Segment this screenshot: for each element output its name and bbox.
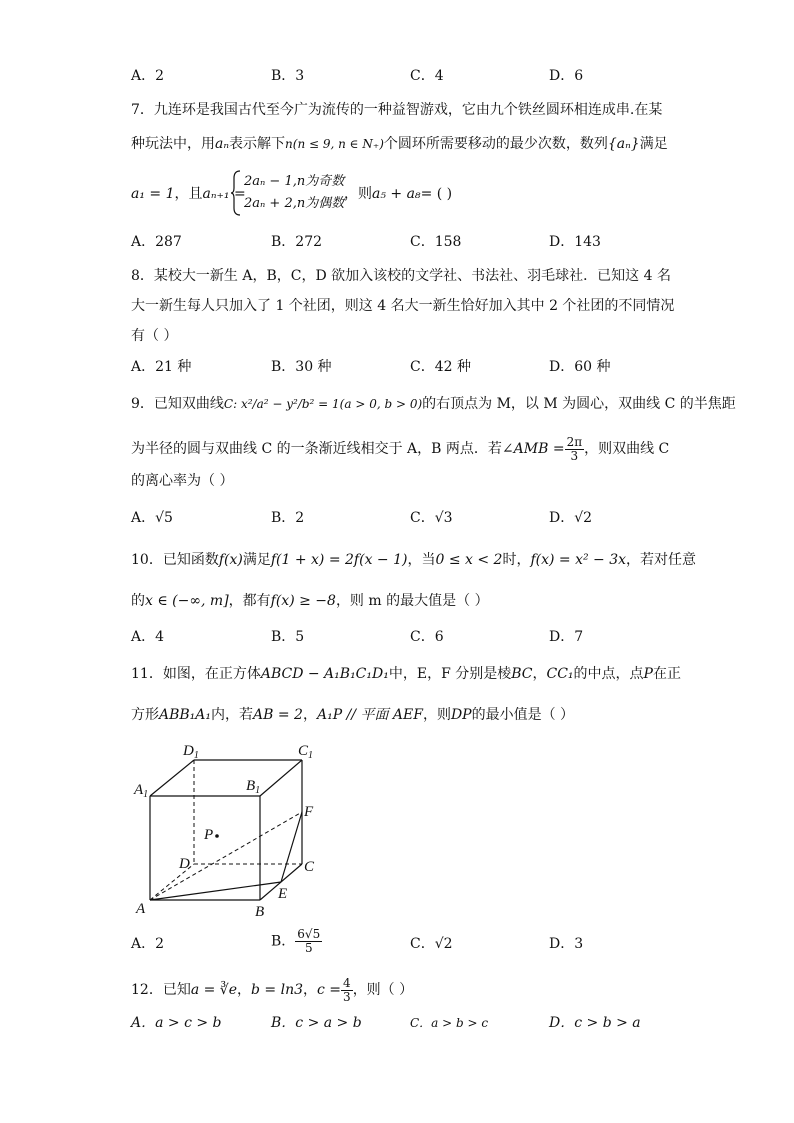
segment-ae (150, 882, 281, 900)
label-d1: $D_1$ (183, 743, 199, 761)
q11-cube-name: ABCD − A₁B₁C₁D₁ (260, 666, 389, 682)
q9-option-c: C．√3 (410, 510, 453, 526)
q7-an: aₙ (215, 136, 230, 152)
q11-options (131, 927, 691, 960)
q7-text: 表示解下 (229, 136, 286, 152)
edge-a1d1 (150, 760, 194, 796)
q7-ask: a₅ + a₈ (372, 186, 421, 202)
q11-text: 在正 (652, 666, 681, 682)
q9-angle: ∠AMB = (501, 441, 565, 457)
q11-text: ， (532, 666, 547, 682)
label-b: B (255, 904, 265, 920)
q8-line-1: 8．某校大一新生 A，B，C，D 欲加入该校的文学社、书法社、羽毛球社．已知这 4 名 (131, 268, 671, 284)
q9-line-1 (131, 394, 736, 414)
q12-line-1 (131, 976, 413, 1004)
q12-option-d: D．c > b > a (549, 1015, 641, 1031)
q6-option-b: B．3 (271, 68, 305, 84)
q9-text: ，则双曲线 C (584, 441, 670, 457)
q7-line-1: 7．九连环是我国古代至今广为流传的一种益智游戏，它由九个铁丝圆环相连成串.在某 (131, 102, 663, 118)
q11-text: 11．如图，在正方体 (131, 666, 261, 682)
q9-text: 为半径的圆与双曲线 C 的一条渐近线相交于 A，B 两点．若 (131, 441, 502, 457)
label-p: P (204, 827, 214, 843)
q7-recur: aₙ₊₁ = (202, 186, 246, 202)
q8-options (131, 357, 691, 377)
q9-text: 9．已知双曲线 (131, 396, 224, 412)
q10-text: ，则 m 的最大值是（ ） (335, 593, 489, 609)
q9-option-a: A．√5 (131, 510, 173, 526)
q9-text: 的右顶点为 M，以 M 为圆心，双曲线 C 的半焦距 (422, 396, 736, 412)
q7-option-b: B．272 (271, 234, 323, 250)
q12-c: c = (317, 982, 342, 998)
q7-a1: a₁ = 1 (131, 186, 175, 202)
q12-text: ， (237, 982, 252, 998)
q6-option-d: D．6 (549, 68, 584, 84)
q7-option-d: D．143 (549, 234, 601, 250)
q11-cc1: CC₁ (546, 666, 574, 682)
q10-f: f(x) (218, 552, 243, 568)
q7-text: 个圆环所需要移动的最少次数，数列 (383, 136, 608, 152)
q8-line-3: 有（ ） (131, 328, 178, 344)
q10-text: 时， (502, 552, 531, 568)
q10-line-1 (131, 550, 696, 570)
cube-figure (128, 738, 328, 923)
q12-option-a: A．a > c > b (131, 1015, 222, 1031)
q10-ineq: f(x) ≥ −8 (270, 593, 336, 609)
q12-options (131, 1013, 691, 1033)
q11-line-1 (131, 664, 681, 684)
q12-a: a = ∛e (190, 982, 238, 998)
q11-text: 内，若 (211, 707, 254, 723)
q9-frac-den: 3 (570, 448, 579, 463)
q6-option-a: A．2 (131, 68, 165, 84)
q12-text: ， (303, 982, 318, 998)
q8-option-a: A．21 种 (131, 359, 192, 375)
q9-option-d: D．√2 (549, 510, 593, 526)
q12-option-b: B．c > a > b (271, 1015, 362, 1031)
label-d: D (179, 856, 190, 872)
q12-b: b = ln3 (251, 982, 304, 998)
q11-text: 方形 (131, 707, 159, 723)
q10-option-b: B．5 (271, 629, 305, 645)
q9-line-2 (131, 434, 669, 464)
q11-text: ，则 (422, 707, 451, 723)
label-a: A (136, 901, 146, 917)
q11-bc: BC (511, 666, 533, 682)
q7-cond: n(n ≤ 9, n ∈ N₊) (285, 137, 384, 151)
q7-text: 满足 (639, 136, 668, 152)
q12-text: ，则（ ） (352, 982, 414, 998)
label-f: F (304, 804, 314, 820)
q11-ab: AB = 2 (253, 707, 303, 723)
point-p (215, 834, 219, 838)
q11-parallel: A₁P // 平面 AEF (316, 707, 423, 723)
q10-eq: f(1 + x) = 2f(x − 1) (270, 552, 408, 568)
q7-text: ，且 (174, 186, 203, 202)
q7-seq: {aₙ} (607, 136, 640, 152)
q8-option-d: D．60 种 (549, 359, 611, 375)
q11-text: 的中点，点 (573, 666, 644, 682)
q7-case-2: 2aₙ + 2,n为偶数 (244, 196, 345, 211)
q7-text: = ( ) (420, 186, 453, 202)
q11-line-2 (131, 705, 574, 725)
q7-text: ，则 (344, 186, 372, 202)
q11-option-b-fraction: $\frac{6√5}{5}$ (297, 927, 321, 955)
q10-text: 10．已知函数 (131, 552, 219, 568)
q6-option-c: C．4 (410, 68, 444, 84)
q10-xin: x ∈ (−∞, m] (145, 593, 229, 609)
q10-options (131, 627, 691, 647)
q10-option-d: D．7 (549, 629, 584, 645)
q7-line-3b (344, 184, 452, 204)
q9-options (131, 508, 691, 528)
q11-option-c: C．√2 (410, 936, 453, 952)
q6-options (131, 66, 691, 86)
q11-text: ， (302, 707, 317, 723)
q10-fx: f(x) = x² − 3x (530, 552, 627, 568)
q12-text: 12．已知 (131, 982, 191, 998)
q7-option-a: A．287 (131, 234, 182, 250)
label-e: E (278, 886, 288, 902)
q9-line-3: 的离心率为（ ） (131, 473, 234, 489)
q10-text: ，都有 (228, 593, 271, 609)
q11-option-d: D．3 (549, 936, 584, 952)
q7-option-c: C．158 (410, 234, 462, 250)
edge-b1c1 (260, 760, 302, 796)
q9-fraction (565, 436, 585, 463)
q11-dp: DP (450, 707, 472, 723)
q11-p: P (643, 666, 653, 682)
q9-frac-num: 2π (566, 434, 583, 449)
q12-option-c: C．a > b > c (410, 1016, 489, 1030)
q10-option-c: C．6 (410, 629, 444, 645)
q10-text: 的 (131, 593, 145, 609)
q11-option-b: B． $\frac{6√5}{5}$ (271, 927, 321, 955)
q8-option-c: C．42 种 (410, 359, 471, 375)
q8-line-2: 大一新生每人只加入了 1 个社团，则这 4 名大一新生恰好加入其中 2 个社团的不同情况 (131, 298, 675, 314)
q7-case-1: 2aₙ − 1,n为奇数 (244, 174, 345, 189)
q10-line-2 (131, 591, 489, 611)
q11-text: 中，E，F 分别是棱 (388, 666, 512, 682)
q10-text: ，若对任意 (626, 552, 697, 568)
q7-brace (230, 170, 242, 216)
q11-text: 的最小值是（ ） (471, 707, 575, 723)
label-c: C (304, 859, 315, 875)
q10-text: 满足 (242, 552, 271, 568)
q7-options (131, 232, 691, 252)
q10-text: ，当 (407, 552, 436, 568)
q9-curve: C: x²/a² − y²/b² = 1(a > 0, b > 0) (223, 397, 423, 411)
q12-c-fraction: $\frac{4}{3}$ (343, 975, 351, 1004)
label-b1: $B_1$ (246, 778, 261, 796)
q10-option-a: A．4 (131, 629, 165, 645)
q8-option-b: B．30 种 (271, 359, 332, 375)
q10-dom: 0 ≤ x < 2 (435, 552, 503, 568)
label-c1: $C_1$ (298, 743, 314, 761)
q11-option-a: A．2 (131, 936, 165, 952)
q7-line-3a (131, 184, 246, 204)
q9-option-b: B．2 (271, 510, 305, 526)
q7-line-2 (131, 134, 668, 154)
q7-text: 种玩法中，用 (131, 136, 215, 152)
label-a1: $A_1$ (134, 782, 149, 800)
q11-face: ABB₁A₁ (159, 707, 212, 723)
